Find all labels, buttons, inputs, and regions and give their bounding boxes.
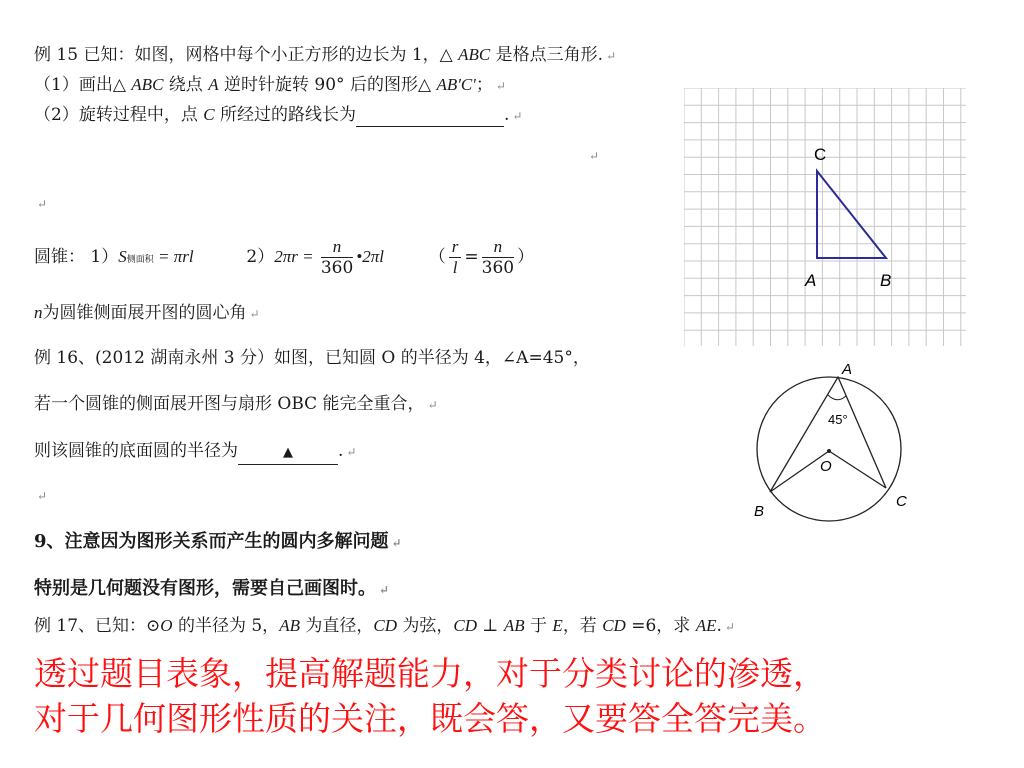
example17-line: [34, 615, 735, 638]
example15-line1-text: 例 15 已知：如图，网格中每个小正方形的边长为 1，△: [34, 45, 459, 65]
section9-subtitle: [34, 578, 389, 601]
formula3-close: ）: [517, 247, 535, 267]
example15-line2-end: ；: [475, 75, 493, 95]
example16-line3-text: 则该圆锥的底面圆的半径为: [34, 441, 238, 461]
example16-line1: [34, 347, 590, 369]
triangle-abc-label: ABC: [458, 45, 491, 64]
example16-line1-text: 例 16、(2012 湖南永州 3 分）如图，已知圆 O 的半径为 4，∠A=45°，: [34, 348, 590, 368]
segment-ab-label: AB: [503, 616, 525, 635]
example15-line1: [34, 44, 616, 67]
formula1-rhs: = πrl: [153, 247, 194, 266]
perpendicular-symbol: ⊥: [477, 616, 504, 636]
summary-line1: 透过题目表象，提高解题能力，对于分类讨论的渗透，: [34, 654, 826, 693]
paragraph-mark-icon: ↵: [249, 307, 260, 321]
section9-title: [34, 531, 402, 554]
example15-line3-end: .: [503, 105, 510, 125]
section9-subtitle-text: 特别是几何题没有图形，需要自己画图时。: [34, 578, 376, 599]
fraction-denominator: 360: [320, 258, 354, 278]
paragraph-mark-icon: ↵: [37, 489, 48, 503]
example17-text: 的半径为 5，: [172, 616, 280, 636]
example15-line2-mid: 绕点: [163, 75, 209, 95]
triangle-abc-label: ABC: [131, 75, 164, 94]
triangle-marker-icon: ▲: [283, 445, 293, 460]
circle-label-o: O: [820, 458, 832, 475]
formula3-equals: =: [464, 247, 479, 267]
paragraph-mark-icon: ↵: [391, 536, 402, 550]
triangle-abc-prime-label: AB'C': [436, 75, 476, 94]
grid-label-a: A: [805, 271, 817, 290]
point-c-label: C: [203, 105, 215, 124]
segment-cd-label: CD: [602, 616, 626, 635]
paragraph-mark-icon: ↵: [379, 583, 390, 597]
paragraph-mark-icon: ↵: [495, 79, 506, 93]
cone-label: 圆锥：: [34, 247, 85, 267]
grid-lines: [684, 88, 966, 346]
center-point: [827, 449, 831, 453]
formula2-fraction: [321, 237, 353, 278]
segment-cd-label: CD: [453, 616, 478, 635]
variable-n: n: [34, 303, 43, 322]
paragraph-mark-icon: ↵: [37, 197, 48, 211]
grid-figure: [684, 88, 966, 346]
circle-figure: [748, 356, 914, 522]
point-a-label: A: [208, 75, 219, 94]
grid-label-b: B: [880, 271, 892, 290]
example15-line3-mid: 所经过的路线长为: [214, 105, 356, 125]
example17-text: .: [716, 616, 722, 636]
paragraph-mark-icon: ↵: [346, 445, 357, 459]
formula3-fraction-left: [449, 237, 462, 278]
angle-45-label: 45°: [828, 412, 848, 427]
example16-line3: [34, 440, 356, 465]
empty-paragraph: [34, 484, 47, 507]
circle-label-a: A: [842, 361, 853, 378]
example15-line2-text: （1）画出△: [34, 75, 132, 95]
example17-text: 为弦，: [397, 616, 454, 636]
example17-text: ，若: [562, 616, 603, 636]
fraction-denominator: l: [452, 258, 458, 277]
empty-paragraph: [586, 144, 599, 167]
fraction-numerator: r: [449, 237, 462, 258]
example15-line3: [34, 104, 522, 127]
formula1-s: S: [118, 247, 127, 266]
summary-line2: 对于几何图形性质的关注，既会答，又要答全答完美。: [34, 699, 826, 738]
example16-line3-end: .: [338, 441, 344, 461]
paragraph-mark-icon: ↵: [724, 620, 735, 634]
triangle-abc: [817, 171, 886, 258]
circle-label-b: B: [754, 503, 765, 520]
example17-text: 例 17、已知：⊙: [34, 616, 161, 636]
section9-title-text: 9、注意因为图形关系而产生的圆内多解问题: [34, 531, 389, 552]
formula2-rhs: •2πl: [356, 247, 384, 266]
example17-text: =6，求: [625, 616, 696, 636]
segment-ab-label: AB: [279, 616, 300, 635]
circle-o-label: O: [160, 616, 173, 635]
formula1-subscript: 侧面积: [126, 255, 154, 265]
example15-line2: [34, 74, 506, 97]
formula1-number: 1）: [90, 247, 119, 267]
cone-note-text: 为圆锥侧面展开图的圆心角: [42, 303, 247, 323]
example15-line2-mid2: 逆时针旋转 90° 后的图形△: [218, 75, 437, 95]
fraction-numerator: n: [321, 237, 353, 258]
grid-label-c: C: [814, 145, 827, 164]
fraction-numerator: n: [482, 237, 514, 258]
fraction-denominator: 360: [481, 258, 515, 278]
empty-paragraph: [34, 192, 47, 215]
segment-cd-label: CD: [373, 616, 397, 635]
cone-note: [34, 302, 260, 325]
paragraph-mark-icon: ↵: [606, 49, 617, 63]
example16-line2-text: 若一个圆锥的侧面展开图与扇形 OBC 能完全重合，: [34, 394, 425, 414]
answer-blank: [356, 104, 504, 127]
example15-line3-text: （2）旋转过程中，点: [34, 105, 204, 125]
formula2-lhs: 2πr =: [274, 247, 318, 266]
answer-blank: [238, 440, 338, 465]
paragraph-mark-icon: ↵: [512, 109, 523, 123]
formula2-number: 2）: [246, 247, 275, 267]
cone-formulas: [34, 232, 534, 282]
angle-arc: [828, 395, 846, 400]
point-e-label: E: [552, 616, 563, 635]
formula3-open: （: [428, 247, 446, 267]
example17-text: 于: [524, 616, 553, 636]
paragraph-mark-icon: ↵: [427, 398, 438, 412]
segment-ae-label: AE: [695, 616, 717, 635]
example15-line1-end: 是格点三角形.: [490, 45, 604, 65]
example17-text: 为直径，: [299, 616, 374, 636]
circle-label-c: C: [896, 493, 907, 510]
example16-line2: [34, 393, 438, 416]
formula3-fraction-right: [482, 237, 514, 278]
paragraph-mark-icon: ↵: [589, 149, 600, 163]
